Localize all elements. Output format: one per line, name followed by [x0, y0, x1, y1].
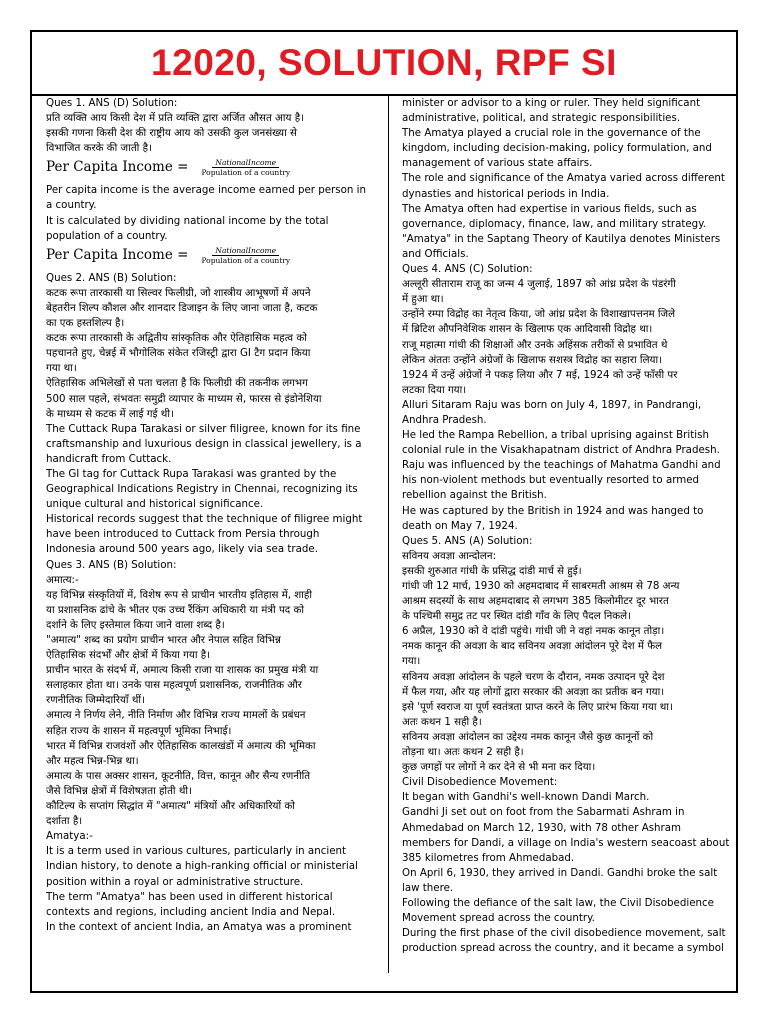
- text-line: He led the Rampa Rebellion, a tribal uprising against British: [402, 429, 709, 442]
- title-bar: [32, 32, 736, 96]
- text-line: सविनय अवज्ञा आन्दोलन:: [402, 549, 497, 562]
- text-line: भारत में विभिन्न राजवंशों और ऐतिहासिक कालखंडों में अमात्य की भूमिका: [46, 739, 316, 752]
- text-line: कुछ जगहों पर लोगों ने कर देने से भी मना कर दिया।: [402, 761, 596, 774]
- text-line: सहित राज्य के शासन में महत्वपूर्ण भूमिका निभाई।: [46, 724, 232, 737]
- text-line: लेकिन अंततः उन्होंने अंग्रेजों के खिलाफ सशस्त्र विद्रोह का सहारा लिया।: [402, 353, 663, 366]
- text-line: minister or advisor to a king or ruler. They held significant: [402, 97, 701, 109]
- text-line: 6 अप्रैल, 1930 को वे दांडी पहुंचे। गांधी जी ने वहां नमक कानून तोड़ा।: [402, 625, 665, 638]
- formula-fraction: [198, 246, 293, 265]
- text-line: विभाजित करके की जाती है।: [46, 142, 152, 155]
- text-line: population of a country.: [46, 229, 168, 242]
- text-line: अतः कथन 1 सही है।: [402, 715, 482, 728]
- text-line: a country.: [46, 199, 97, 212]
- text-line: Ques 2. ANS (B) Solution:: [46, 271, 177, 284]
- text-line: law there.: [402, 881, 454, 894]
- text-line: The Amatya often had expertise in various fields, such as: [402, 202, 697, 215]
- text-line: It is calculated by dividing national income by the total: [46, 214, 329, 227]
- text-line: 500 साल पहले, संभवतः समुद्री व्यापार के माध्यम से, फारस से इंडोनेशिया: [46, 392, 322, 405]
- text-line: "अमात्य" शब्द का प्रयोग प्राचीन भारत और नेपाल सहित विभिन्न: [46, 634, 281, 646]
- text-line: The Cuttack Rupa Tarakasi or silver filigree, known for its fine: [46, 422, 361, 435]
- text-line: dynasties and historical periods in India.: [402, 187, 610, 200]
- text-line: and Officials.: [402, 247, 469, 260]
- text-line: कटक रूपा तारकासी के अद्वितीय सांस्कृतिक और ऐतिहासिक महत्व को: [46, 332, 307, 345]
- formula-numerator: NationalIncome: [212, 158, 279, 168]
- text-line: के पश्चिमी समुद्र तट पर स्थित दांडी गाँव के लिए पैदल निकले।: [402, 610, 631, 623]
- text-line: In the context of ancient India, an Amatya was a prominent: [46, 920, 352, 933]
- text-line: पहचानते हुए, चेन्नई में भौगोलिक संकेत रजिस्ट्री द्वारा GI टैग प्रदान किया: [46, 347, 311, 360]
- text-line: सलाहकार होता था। उनके पास महत्वपूर्ण प्रशासनिक, राजनीतिक और: [46, 679, 302, 692]
- text-line: rebellion against the British.: [402, 489, 547, 502]
- text-line: इसे 'पूर्ण स्वराज या पूर्ण स्वतंत्रता प्राप्त करने के लिए प्रारंभ किया गया था।: [402, 700, 673, 713]
- text-line: Civil Disobedience Movement:: [402, 776, 558, 789]
- text-line: The GI tag for Cuttack Rupa Tarakasi was granted by the: [46, 467, 337, 480]
- formula-fraction: [198, 158, 293, 177]
- text-line: कटक रूपा तारकासी या सिल्वर फिलीग्री, जो शास्त्रीय आभूषणों में अपने: [46, 286, 311, 299]
- text-line: administrative, political, and strategic responsibilities.: [402, 112, 681, 125]
- text-line: production spread across the country, and it became a symbol: [402, 942, 724, 955]
- text-line: On April 6, 1930, they arrived in Dandi. Gandhi broke the salt: [402, 866, 718, 879]
- text-line: Amatya:-: [46, 830, 93, 843]
- text-line: "Amatya" in the Saptang Theory of Kautilya denotes Ministers: [402, 232, 721, 245]
- text-line: Following the defiance of the salt law, the Civil Disobedience: [402, 896, 714, 909]
- text-line: लटका दिया गया।: [402, 383, 467, 396]
- text-line: Gandhi Ji set out on foot from the Sabarmati Ashram in: [402, 806, 685, 819]
- left-column: [46, 96, 386, 987]
- text-line: यह विभिन्न संस्कृतियों में, विशेष रूप से प्राचीन भारतीय इतिहास में, शाही: [46, 588, 313, 601]
- text-line: kingdom, including decision-making, policy formulation, and: [402, 142, 712, 155]
- text-line: Ques 4. ANS (C) Solution:: [402, 263, 533, 276]
- text-line: It began with Gandhi's well-known Dandi March.: [402, 791, 650, 804]
- text-line: दर्शाने के लिए इस्तेमाल किया जाने वाला शब्द है।: [46, 618, 225, 631]
- text-line: में ब्रिटिश औपनिवेशिक शासन के खिलाफ एक आदिवासी विद्रोह था।: [402, 323, 653, 336]
- right-column: [392, 96, 738, 987]
- text-line: कौटिल्य के सप्तांग सिद्धांत में "अमात्य" मंत्रियों और अधिकारियों को: [46, 800, 295, 813]
- text-line: Raju was influenced by the teachings of Mahatma Gandhi and: [402, 459, 721, 472]
- text-line: It is a term used in various cultures, particularly in ancient: [46, 845, 347, 858]
- text-line: Indonesia around 500 years ago, likely via sea trade.: [46, 543, 318, 556]
- text-line: Ques 5. ANS (A) Solution:: [402, 534, 533, 547]
- text-line: 1924 में उन्हें अंग्रेजों ने पकड़ लिया और 7 मई, 1924 को उन्हें फाँसी पर: [402, 368, 678, 381]
- text-line: नमक कानून की अवज्ञा के बाद सविनय अवज्ञा आंदोलन पूरे देश में फैल: [402, 640, 663, 653]
- text-line: प्राचीन भारत के संदर्भ में, अमात्य किसी राजा या शासक का प्रमुख मंत्री या: [46, 664, 319, 677]
- right-lines: [402, 96, 738, 956]
- text-line: बेहतरीन शिल्प कौशल और शानदार डिजाइन के लिए जाना जाता है, कटक: [46, 301, 318, 314]
- text-line: contexts and regions, including ancient India and Nepal.: [46, 905, 336, 918]
- column-divider: [388, 96, 389, 973]
- text-line: The role and significance of the Amatya varied across different: [402, 172, 725, 185]
- text-line: का एक हस्तशिल्प है।: [46, 317, 125, 330]
- text-line: He was captured by the British in 1924 and was hanged to: [402, 504, 704, 517]
- text-line: गया था।: [46, 362, 77, 375]
- page-frame: [30, 30, 738, 993]
- text-line: colonial rule in the Visakhapatnam district of Andhra Pradesh.: [402, 444, 720, 457]
- text-line: his non-violent methods but eventually resorted to armed: [402, 474, 700, 487]
- text-line: Alluri Sitaram Raju was born on July 4, 1897, in Pandrangi,: [402, 398, 702, 411]
- text-line: में हुआ था।: [402, 293, 444, 306]
- text-line: उन्होंने रम्पा विद्रोह का नेतृत्व किया, जो आंध्र प्रदेश के विशाखापत्तनम जिले: [402, 308, 676, 321]
- text-line: तोड़ना था। अतः कथन 2 सही है।: [402, 746, 524, 759]
- text-line: have been introduced to Cuttack from Persia through: [46, 528, 320, 541]
- per-capita-formula-repeat: [46, 246, 386, 265]
- text-line: ऐतिहासिक अभिलेखों से पता चलता है कि फिलीग्री की तकनीक लगभग: [46, 377, 308, 390]
- text-line: अमात्य ने निर्णय लेने, नीति निर्माण और विभिन्न राज्य मामलों के प्रबंधन: [46, 709, 306, 722]
- text-line: रणनीतिक जिम्मेदारियाँ थीं।: [46, 694, 145, 707]
- text-line: death on May 7, 1924.: [402, 519, 518, 532]
- text-line: Movement spread across the country.: [402, 912, 595, 925]
- text-line: जैसे विभिन्न क्षेत्रों में विशेषज्ञता होती थी।: [46, 784, 192, 797]
- text-line: 385 kilometres from Ahmedabad.: [402, 851, 575, 864]
- text-line: members for Dandi, a village on India's western seacoast about: [402, 836, 730, 849]
- text-line: या प्रशासनिक ढांचे के भीतर एक उच्च रैंकिंग अधिकारी या मंत्री पद को: [46, 603, 305, 616]
- text-line: craftsmanship and luxurious design in classical jewellery, is a: [46, 437, 362, 450]
- text-line: सविनय अवज्ञा आंदोलन के पहले चरण के दौरान, नमक उत्पादन पूरे देश: [402, 670, 665, 683]
- text-line: Per capita income is the average income earned per person in: [46, 184, 366, 197]
- text-line: Indian history, to denote a high-ranking official or ministerial: [46, 860, 358, 873]
- text-line: Andhra Pradesh.: [402, 413, 487, 426]
- text-line: और महत्व भिन्न-भिन्न था।: [46, 754, 139, 767]
- text-line: Historical records suggest that the technique of filigree might: [46, 513, 363, 526]
- text-line: राजू महात्मा गांधी की शिक्षाओं और उनके अहिंसक तरीकों से प्रभावित थे: [402, 338, 668, 351]
- formula-lhs: Per Capita Income =: [46, 159, 189, 176]
- text-line: इसकी शुरुआत गांधी के प्रसिद्ध दांडी मार्च से हुई।: [402, 564, 582, 577]
- text-line: The term "Amatya" has been used in different historical: [46, 890, 333, 903]
- text-line: प्रति व्यक्ति आय किसी देश में प्रति व्यक्ति द्वारा अर्जित औसत आय है।: [46, 112, 305, 125]
- text-line: Ques 3. ANS (B) Solution:: [46, 558, 177, 571]
- page-title: 12020, SOLUTION, RPF SI: [151, 42, 617, 83]
- per-capita-formula: [46, 158, 386, 177]
- text-line: गांधी जी 12 मार्च, 1930 को अहमदाबाद में साबरमती आश्रम से 78 अन्य: [402, 580, 680, 592]
- text-line: handicraft from Cuttack.: [46, 452, 172, 465]
- text-line: अमात्य के पास अक्सर शासन, कूटनीति, वित्त, कानून और सैन्य रणनीति: [46, 769, 311, 782]
- text-line: गया।: [402, 655, 421, 668]
- text-line: आश्रम सदस्यों के साथ अहमदाबाद से लगभग 385 किलोमीटर दूर भारत: [402, 595, 669, 608]
- text-line: अमात्य:-: [46, 573, 79, 586]
- text-line: इसकी गणना किसी देश की राष्ट्रीय आय को उसकी कुल जनसंख्या से: [46, 127, 297, 140]
- text-line: Ques 1. ANS (D) Solution:: [46, 97, 178, 109]
- text-line: position within a royal or administrative structure.: [46, 875, 304, 888]
- text-line: Geographical Indications Registry in Chennai, recognizing its: [46, 483, 358, 496]
- text-line: The Amatya played a crucial role in the governance of the: [402, 127, 701, 140]
- text-line: सविनय अवज्ञा आंदोलन का उद्देश्य नमक कानून जैसे कुछ कानूनों को: [402, 730, 654, 743]
- text-line: During the first phase of the civil disobedience movement, salt: [402, 927, 726, 940]
- formula-denominator: Population of a country: [201, 168, 291, 178]
- left-lines-rest: [46, 271, 386, 935]
- formula-numerator: NationalIncome: [212, 246, 279, 256]
- text-line: management of various state affairs.: [402, 157, 593, 170]
- text-line: अल्लूरी सीताराम राजू का जन्म 4 जुलाई, 1897 को आंध्र प्रदेश के पंडरंगी: [402, 278, 676, 291]
- text-line: unique cultural and historical significance.: [46, 498, 264, 511]
- formula-lhs: Per Capita Income =: [46, 246, 189, 263]
- text-line: में फैल गया, और यह लोगों द्वारा सरकार की अवज्ञा का प्रतीक बन गया।: [402, 685, 665, 698]
- text-line: governance, diplomacy, finance, law, and military strategy.: [402, 217, 707, 230]
- text-line: ऐतिहासिक संदर्भों और क्षेत्रों में किया गया है।: [46, 649, 211, 662]
- formula-denominator: Population of a country: [201, 255, 291, 265]
- text-line: Ahmedabad on March 12, 1930, with 78 other Ashram: [402, 821, 682, 834]
- text-line: के माध्यम से कटक में लाई गई थी।: [46, 407, 174, 420]
- text-line: दर्शाता है।: [46, 815, 83, 828]
